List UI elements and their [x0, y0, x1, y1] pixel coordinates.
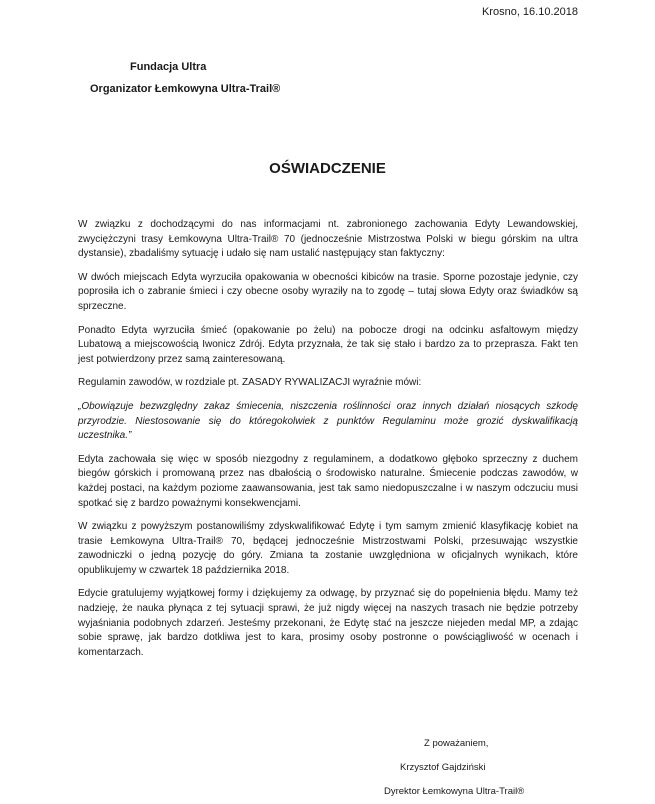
sender-organization: Fundacja Ultra — [130, 61, 207, 73]
paragraph-assessment: Edyta zachowała się więc w sposób niezgodny z regulaminem, a dodatkowo głęboko sprzeczny z duchem biegów górskich i promowaną przez nas dbałością o środowisko naturalne. Śmiecenie podczas zawodów, w każdej postaci, na każdym poziome zaawansowania, jest tak samo niedopuszczalne i w naszym odczuciu musi spotkać się z bardzo poważnymi konsekwencjami. — [78, 453, 578, 509]
signature-role: Dyrektor Łemkowyna Ultra-Trail® — [384, 786, 525, 797]
paragraph-finding-1: W dwóch miejscach Edyta wyrzuciła opakowania w obecności kibiców na trasie. Sporne pozostaje jedynie, czy poprosiła ich o zabranie śmieci i czy obecne osoby wyraziły na to zgodę – tutaj słowa Edyty oraz świadków są sprzeczne. — [78, 271, 578, 312]
paragraph-conclusion: Edycie gratulujemy wyjątkowej formy i dziękujemy za odwagę, by przyznać się do popełnienia błędu. Mamy też nadzieję, że nauka płynąca z tej sytuacji sprawi, że już nigdy więcej na naszych trasach nie będzie potrzeby wyjaśniania podobnych zdarzeń. Jesteśmy przekonani, że Edytę stać na jeszcze niejeden medal MP, a zdając sobie sprawę, jak bardzo dotkliwa jest to kara, prosimy osoby postronne o powściągliwość w ocenach i komentarzach. — [78, 588, 578, 658]
document-date: Krosno, 16.10.2018 — [481, 6, 578, 18]
paragraph-finding-2: Ponadto Edyta wyrzuciła śmieć (opakowanie po żelu) na pobocze drogi na odcinku asfaltowym między Lubatową a miejscowością Iwonicz Zdrój. Edyta przyznała, że tak się stało i bardzo za to przeprasza. Fakt ten jest potwierdzony przez samą zainteresowaną. — [78, 324, 578, 365]
signature-closing: Z poważaniem, — [424, 738, 489, 749]
document-body — [78, 218, 578, 669]
paragraph-rules-intro: Regulamin zawodów, w rozdziale pt. ZASADY RYWALIZACJI wyraźnie mówi: — [78, 377, 422, 389]
paragraph-rules-quote: „Obowiązuje bezwzględny zakaz śmiecenia, niszczenia roślinności oraz innych działań niosących szkodę przyrodzie. Niestosowanie się do któregokolwiek z punktów Regulaminu może grozić dyskwalifikacją uczestnika.” — [78, 400, 578, 442]
sender-block — [90, 56, 281, 100]
paragraph-decision: W związku z powyższym postanowiliśmy zdyskwalifikować Edytę i tym samym zmienić klasyfikację kobiet na trasie Łemkowyna Ultra-Trail® 70, będącej jednocześnie Mistrzostwami Polski, przesuwając wszystkie zawodniczki o jedną pozycję do góry. Zmiana ta zostanie uwzględniona w oficjalnych wynikach, które opublikujemy w czwartek 18 października 2018. — [78, 521, 578, 576]
signature-name: Krzysztof Gajdziński — [400, 762, 486, 773]
sender-role: Organizator Łemkowyna Ultra-Trail® — [90, 83, 281, 95]
document-title: OŚWIADCZENIE — [269, 160, 386, 177]
paragraph-intro: W związku z dochodzącymi do nas informacjami nt. zabronionego zachowania Edyty Lewandowskiej, zwyciężczyni trasy Łemkowyna Ultra-Trail® 70 (jednocześnie Mistrzostwa Polski w biegu górskim na ultra dystansie), zbadaliśmy sytuację i udało się nam ustalić następujący stan faktyczny: — [78, 219, 578, 260]
